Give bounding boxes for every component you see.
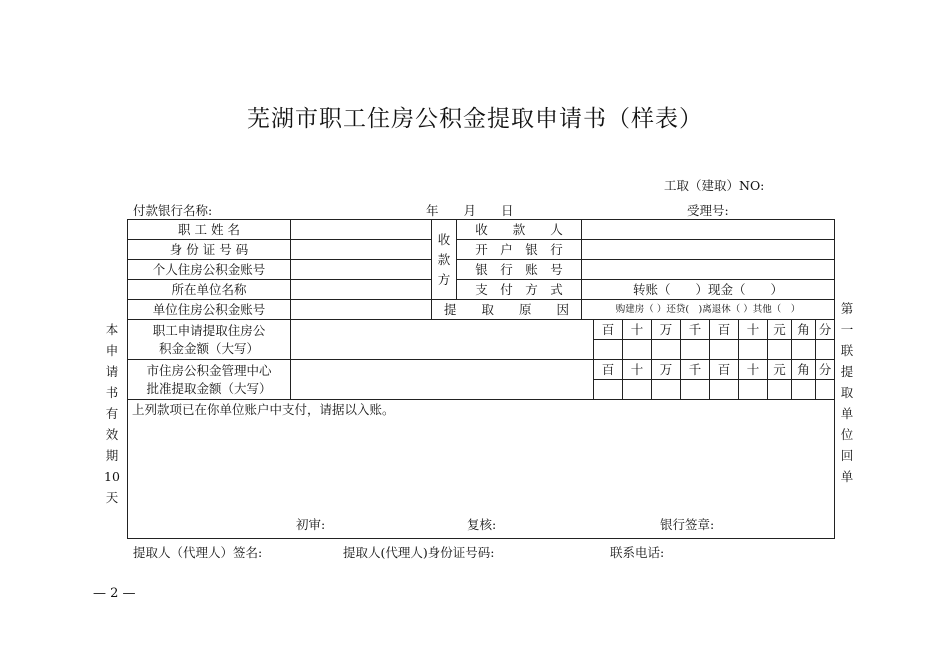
digit-cell[interactable] bbox=[623, 340, 652, 360]
digit-label: 百 bbox=[710, 360, 739, 380]
employee-name-label: 职 工 姓 名 bbox=[128, 220, 291, 240]
unit-name-label: 所在单位名称 bbox=[128, 280, 291, 300]
digit-cell[interactable] bbox=[652, 340, 681, 360]
application-form-table bbox=[127, 219, 835, 539]
side-char: 联 bbox=[840, 343, 854, 358]
side-char: 申 bbox=[105, 343, 119, 358]
digit-cell[interactable] bbox=[792, 380, 816, 400]
digit-label: 十 bbox=[739, 320, 768, 340]
payee-side-label bbox=[432, 220, 457, 300]
bank-name-label: 付款银行名称: bbox=[133, 203, 213, 218]
digit-cell[interactable] bbox=[768, 380, 792, 400]
digit-label: 元 bbox=[768, 360, 792, 380]
bank-account-label: 银 行 账 号 bbox=[457, 260, 582, 280]
copy-note bbox=[839, 298, 855, 487]
personal-account-label: 个人住房公积金账号 bbox=[128, 260, 291, 280]
digit-cell[interactable] bbox=[681, 340, 710, 360]
digit-label: 分 bbox=[816, 360, 835, 380]
unit-name-field[interactable] bbox=[291, 280, 432, 300]
employee-name-field[interactable] bbox=[291, 220, 432, 240]
digit-label: 分 bbox=[816, 320, 835, 340]
digit-label: 角 bbox=[792, 320, 816, 340]
page-number: — 2 — bbox=[93, 586, 136, 601]
side-char: 单 bbox=[840, 406, 854, 421]
side-char: 第 bbox=[840, 301, 854, 316]
side-char: 取 bbox=[840, 385, 854, 400]
id-number-label: 身 份 证 号 码 bbox=[128, 240, 291, 260]
digit-cell[interactable] bbox=[816, 380, 835, 400]
digit-cell[interactable] bbox=[681, 380, 710, 400]
digit-cell[interactable] bbox=[652, 380, 681, 400]
digit-cell[interactable] bbox=[739, 380, 768, 400]
digit-cell[interactable] bbox=[768, 340, 792, 360]
approved-amount-field[interactable] bbox=[291, 360, 594, 400]
bank-field[interactable] bbox=[582, 240, 835, 260]
digit-cell[interactable] bbox=[594, 340, 623, 360]
payment-note: 上列款项已在你单位账户中支付，请据以入账。 bbox=[132, 402, 395, 417]
pay-method-options[interactable]: 转账（ ）现金（ ） bbox=[582, 280, 835, 300]
digit-label: 角 bbox=[792, 360, 816, 380]
side-char: 单 bbox=[840, 469, 854, 484]
digit-label: 万 bbox=[652, 360, 681, 380]
applicant-signature-label: 提取人（代理人）签名: bbox=[133, 545, 263, 560]
digit-label: 千 bbox=[681, 360, 710, 380]
digit-cell[interactable] bbox=[710, 340, 739, 360]
side-char: 期 bbox=[105, 448, 119, 463]
reason-label: 提 取 原 因 bbox=[432, 300, 582, 320]
side-char: 10 bbox=[104, 469, 120, 484]
digit-cell[interactable] bbox=[623, 380, 652, 400]
approved-amount-label: 市住房公积金管理中心批准提取金额（大写） bbox=[128, 360, 291, 400]
digit-cell[interactable] bbox=[710, 380, 739, 400]
unit-account-label: 单位住房公积金账号 bbox=[128, 300, 291, 320]
digit-label: 十 bbox=[623, 360, 652, 380]
apply-amount-label: 职工申请提取住房公积金金额（大写） bbox=[128, 320, 291, 360]
digit-label: 百 bbox=[594, 360, 623, 380]
digit-cell[interactable] bbox=[792, 340, 816, 360]
phone-label: 联系电话: bbox=[610, 545, 665, 560]
side-char: 有 bbox=[105, 406, 119, 421]
review-label: 复核: bbox=[467, 517, 497, 532]
digit-label: 百 bbox=[594, 320, 623, 340]
form-number-label: 工取（建取）NO: bbox=[664, 178, 765, 193]
side-char: 书 bbox=[105, 385, 119, 400]
payee-label: 收 款 人 bbox=[457, 220, 582, 240]
id-number-field[interactable] bbox=[291, 240, 432, 260]
digit-cell[interactable] bbox=[816, 340, 835, 360]
accept-number-label: 受理号: bbox=[687, 203, 729, 218]
side-char: 天 bbox=[105, 490, 119, 505]
digit-label: 十 bbox=[739, 360, 768, 380]
pay-method-label: 支 付 方 式 bbox=[457, 280, 582, 300]
side-char: 请 bbox=[105, 364, 119, 379]
page-title: 芜湖市职工住房公积金提取申请书（样表） bbox=[247, 106, 703, 132]
bank-account-field[interactable] bbox=[582, 260, 835, 280]
apply-amount-field[interactable] bbox=[291, 320, 594, 360]
bank-stamp-label: 银行签章: bbox=[660, 517, 715, 532]
validity-note bbox=[104, 319, 120, 508]
bank-label: 开 户 银 行 bbox=[457, 240, 582, 260]
payment-note-box bbox=[128, 400, 835, 539]
digit-label: 万 bbox=[652, 320, 681, 340]
side-char: 一 bbox=[840, 322, 854, 337]
digit-cell[interactable] bbox=[594, 380, 623, 400]
date-label: 年 月 日 bbox=[426, 203, 514, 218]
side-char: 效 bbox=[105, 427, 119, 442]
side-char: 提 bbox=[840, 364, 854, 379]
payee-side-text: 收款方 bbox=[437, 231, 451, 287]
reason-options[interactable]: 购建房（ ）还贷( )离退休（ ）其他（ ） bbox=[582, 300, 835, 320]
side-char: 位 bbox=[840, 427, 854, 442]
side-char: 本 bbox=[105, 322, 119, 337]
digit-cell[interactable] bbox=[739, 340, 768, 360]
unit-account-field[interactable] bbox=[291, 300, 432, 320]
digit-label: 百 bbox=[710, 320, 739, 340]
digit-label: 元 bbox=[768, 320, 792, 340]
personal-account-field[interactable] bbox=[291, 260, 432, 280]
digit-label: 千 bbox=[681, 320, 710, 340]
digit-label: 十 bbox=[623, 320, 652, 340]
side-char: 回 bbox=[840, 448, 854, 463]
initial-review-label: 初审: bbox=[296, 517, 326, 532]
applicant-id-label: 提取人(代理人)身份证号码: bbox=[343, 545, 495, 560]
payee-field[interactable] bbox=[582, 220, 835, 240]
